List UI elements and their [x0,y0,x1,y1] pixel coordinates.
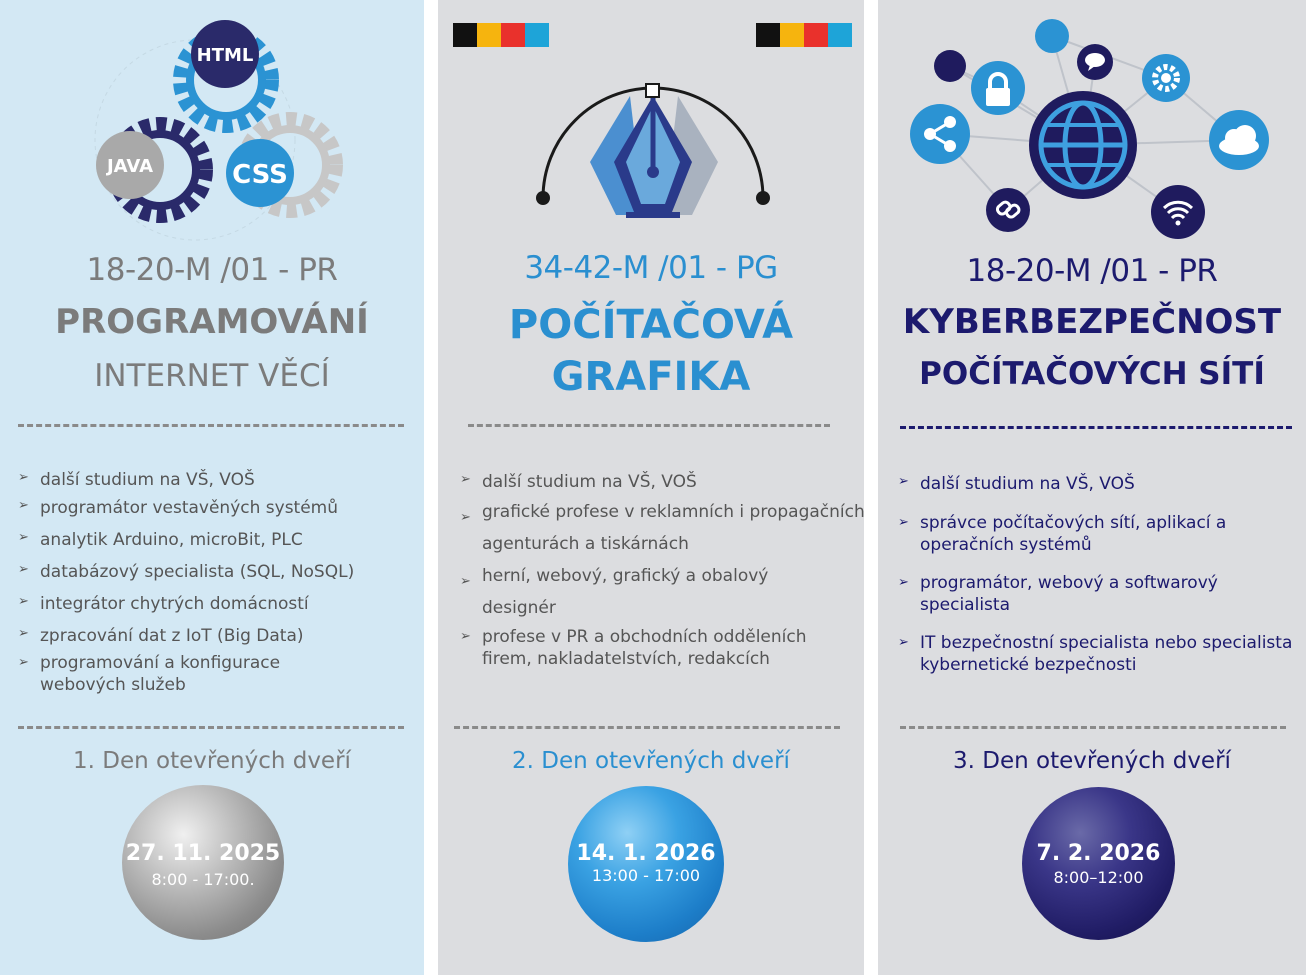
arrow-icon: ➢ [18,594,29,609]
date-text: 27. 11. 2025 [125,841,281,866]
date-text: 14. 1. 2026 [576,841,716,866]
divider [18,726,404,729]
list-item: ➢ IT bezpečnostní specialista nebo specialista kybernetické bezpečnosti [898,633,1293,675]
time-text: 13:00 - 17:00 [591,866,701,885]
time-text: 8:00–12:00 [1053,868,1144,887]
cloud-icon [1209,110,1269,170]
date-badge [568,786,724,942]
program-code: 18-20-M /01 - PR [966,253,1218,289]
lock-icon [971,61,1025,115]
pen-tool-icon [438,0,864,250]
divider [454,726,840,729]
list-item: ➢ grafické profese v reklamních i propagačních agenturách a tiskárnách [460,502,865,554]
divider [468,424,830,427]
list-item: ➢ analytik Arduino, microBit, PLC [18,530,303,550]
open-day-label: 2. Den otevřených dveří [512,748,790,774]
link-icon [986,188,1030,232]
gears-icon [0,0,424,250]
program-title-line2: GRAFIKA [551,354,751,400]
program-subtitle: INTERNET VĚCÍ [94,358,330,394]
css-label: CSS [232,160,288,190]
divider [18,424,404,427]
java-label: JAVA [106,156,154,177]
list-item: ➢ další studium na VŠ, VOŠ [460,472,697,492]
list-item: ➢ profese v PR a obchodních odděleních firem, nakladatelstvích, redakcích [460,627,807,669]
career-list [460,472,865,670]
list-item: ➢ programátor, webový a softwarový specialista [898,573,1218,615]
node-dot [1035,19,1069,53]
program-title: PROGRAMOVÁNÍ [55,302,369,342]
career-list [18,470,418,696]
date-badge [122,785,284,940]
arrow-icon: ➢ [18,562,29,577]
arrow-icon: ➢ [898,474,909,489]
time-text: 8:00 - 17:00. [151,870,255,889]
arrow-icon: ➢ [460,629,471,644]
list-item: ➢ další studium na VŠ, VOŠ [898,474,1135,494]
column-grafika [438,0,864,975]
program-title-line1: KYBERBEZPEČNOST [902,302,1282,342]
chat-icon [1077,44,1113,80]
program-title-line1: POČÍTAČOVÁ [508,302,794,348]
list-item: ➢ herní, webový, grafický a obalový designér [460,566,769,618]
divider [900,426,1292,429]
list-item: ➢ databázový specialista (SQL, NoSQL) [18,562,355,582]
program-title-line2: POČÍTAČOVÝCH SÍTÍ [919,356,1265,392]
gear-icon [1142,54,1190,102]
list-item: ➢ programování a konfigurace webových služeb [18,653,281,695]
open-day-label: 3. Den otevřených dveří [953,748,1231,774]
arrow-icon: ➢ [460,574,471,589]
column-programovani [0,0,424,975]
column-kyberbezpecnost [878,0,1306,975]
list-item: ➢ další studium na VŠ, VOŠ [18,470,255,490]
network-globe-icon [878,0,1306,250]
arrow-icon: ➢ [898,575,909,590]
arrow-icon: ➢ [18,470,29,485]
date-badge [1022,787,1175,940]
arrow-icon: ➢ [898,515,909,530]
list-item: ➢ zpracování dat z IoT (Big Data) [18,626,304,646]
arrow-icon: ➢ [18,655,29,670]
program-code: 34-42-M /01 - PG [524,250,778,286]
list-item: ➢ správce počítačových sítí, aplikací a operačních systémů [898,513,1227,555]
divider [900,726,1286,729]
list-item: ➢ programátor vestavěných systémů [18,498,339,518]
wifi-icon [1151,185,1205,239]
html-label: HTML [196,45,254,66]
arrow-icon: ➢ [460,472,471,487]
node-dot [934,50,966,82]
share-icon [910,104,970,164]
list-item: ➢ integrátor chytrých domácností [18,594,309,614]
arrow-icon: ➢ [898,635,909,650]
arrow-icon: ➢ [18,626,29,641]
arrow-icon: ➢ [18,498,29,513]
open-day-label: 1. Den otevřených dveří [73,748,351,774]
date-text: 7. 2. 2026 [1036,841,1161,866]
arrow-icon: ➢ [18,530,29,545]
career-list [898,474,1298,676]
arrow-icon: ➢ [460,510,471,525]
program-code: 18-20-M /01 - PR [86,252,338,288]
